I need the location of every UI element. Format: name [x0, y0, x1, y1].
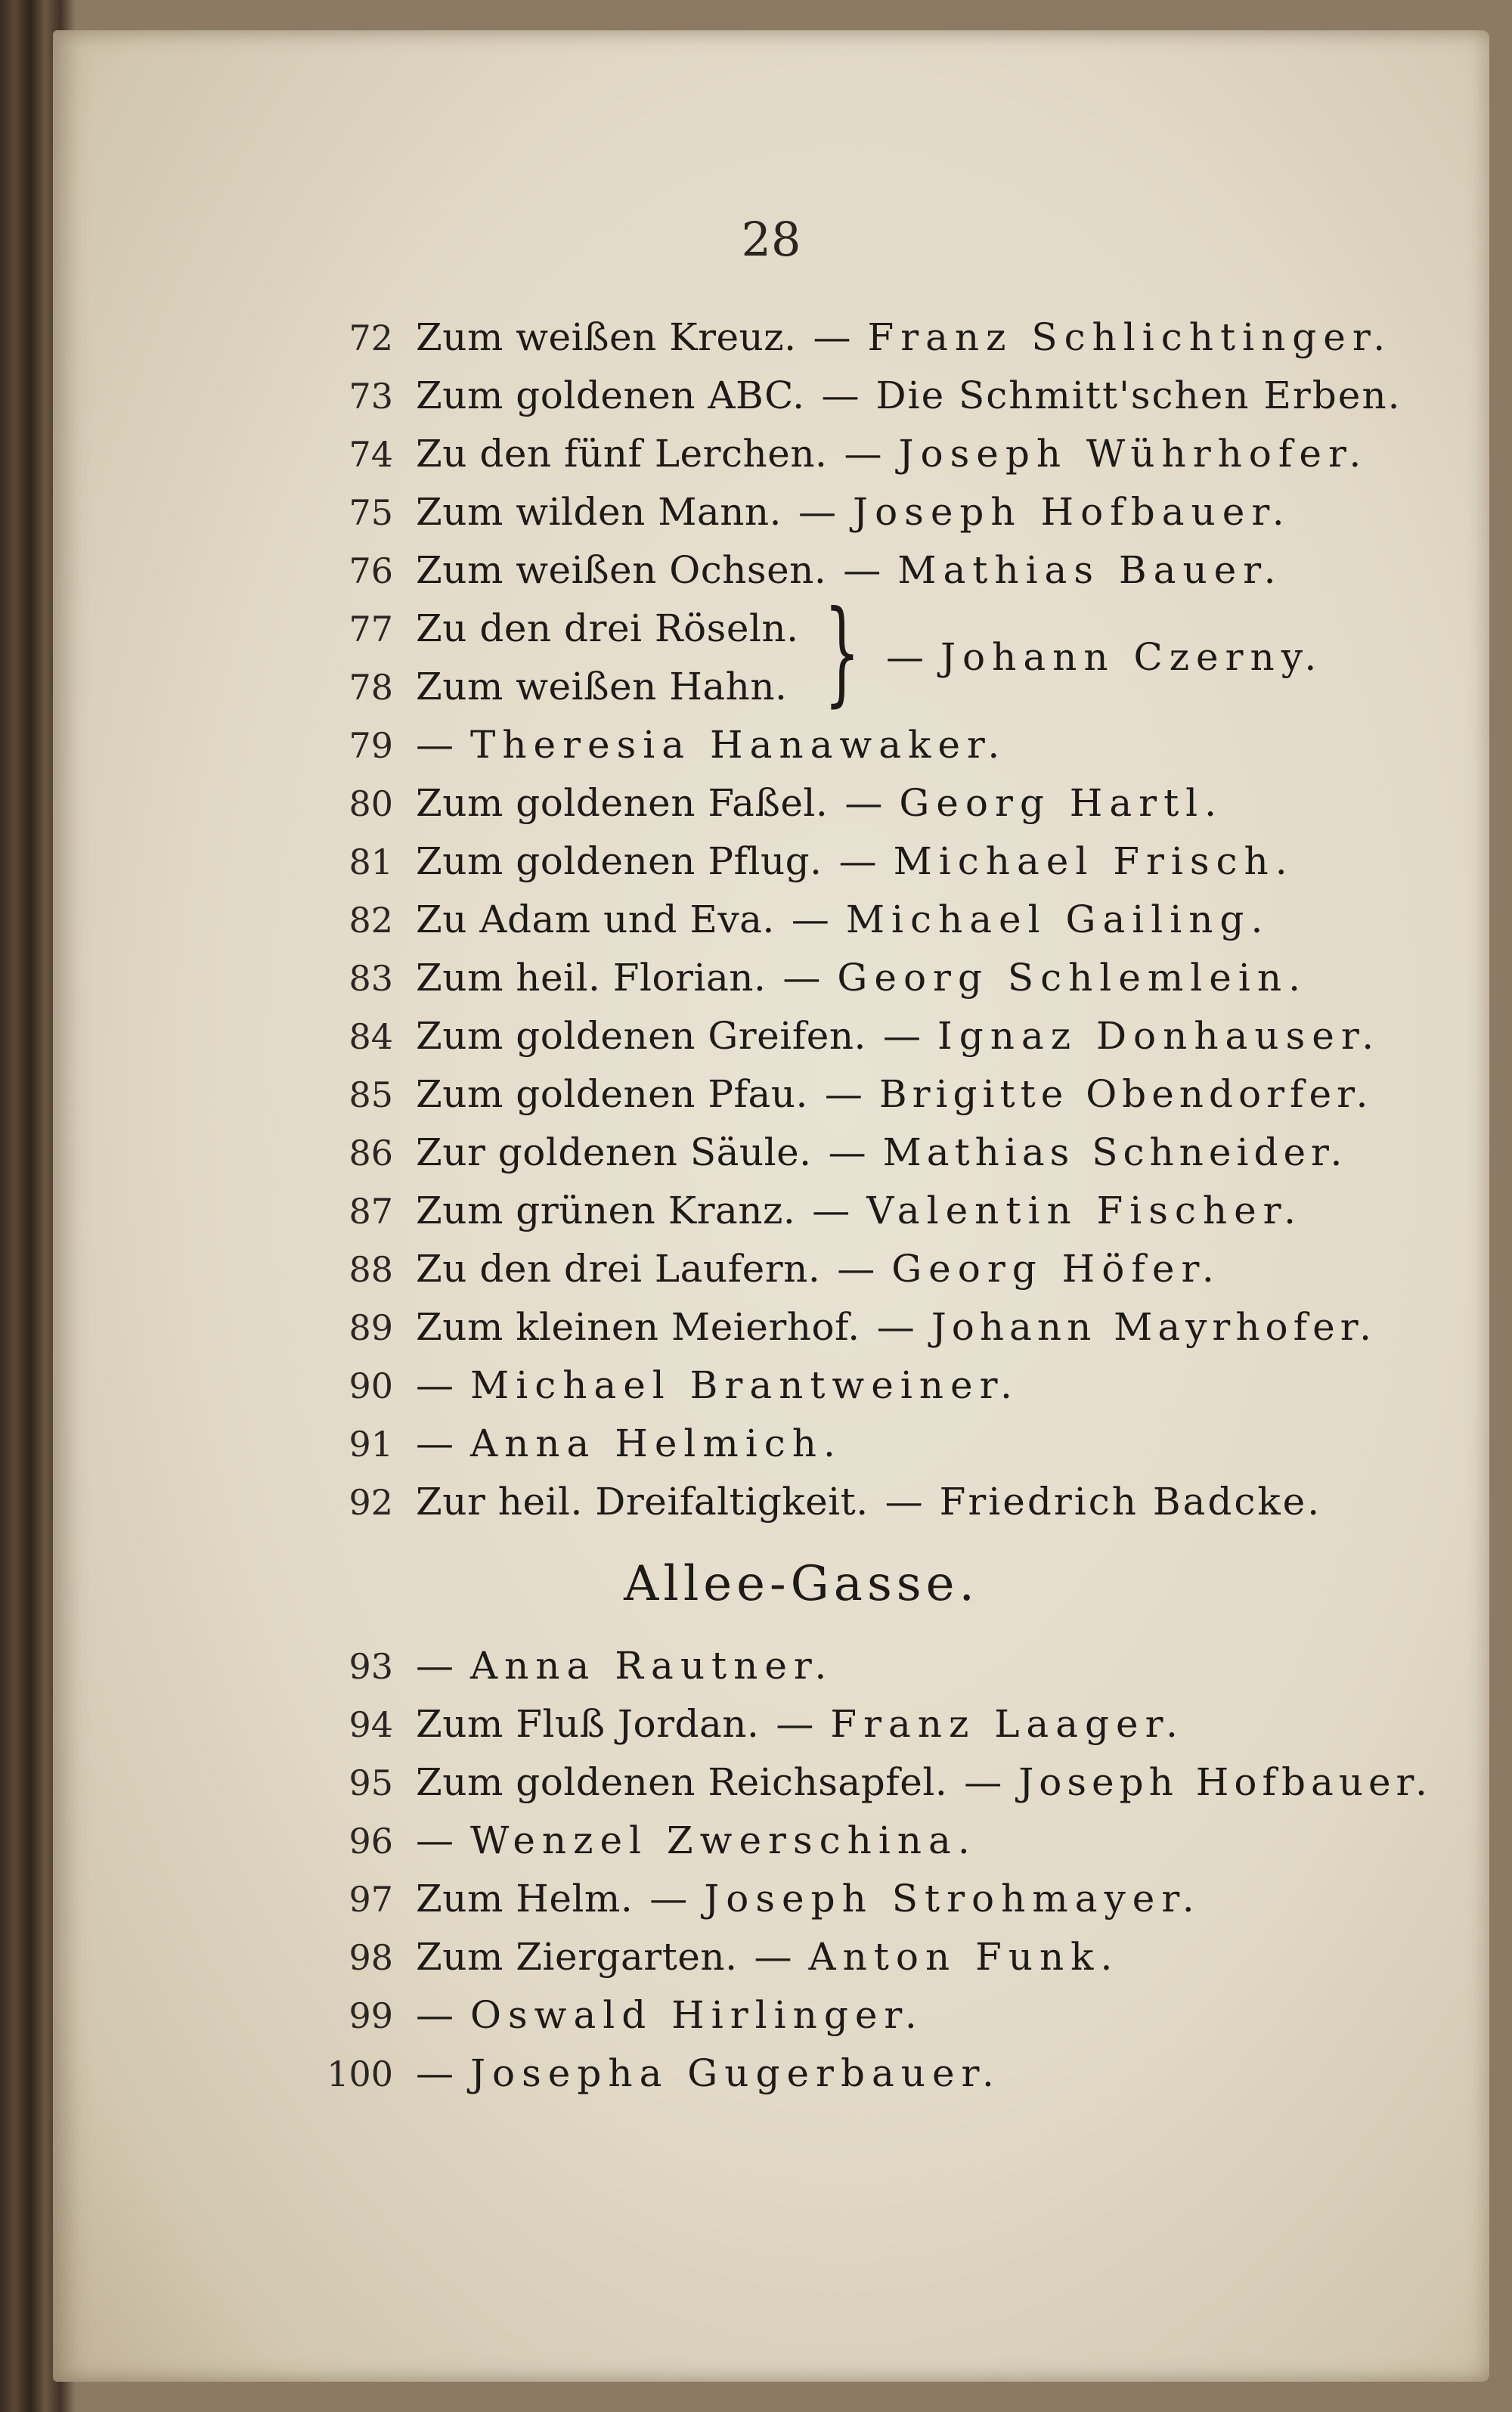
- brace-owner-line: [869, 628, 1323, 687]
- dash: —: [416, 2051, 454, 2095]
- list-item: [310, 1124, 1444, 1182]
- dash: —: [876, 1305, 915, 1349]
- house-sign: Zum goldenen ABC.: [416, 374, 805, 417]
- dash: —: [798, 490, 837, 534]
- house-sign: Zum Fluß Jordan.: [416, 1702, 760, 1746]
- dash: —: [782, 956, 821, 1000]
- list-item: [310, 1986, 1444, 2045]
- owner-name: Franz Schlichtinger.: [867, 315, 1393, 359]
- dash: —: [821, 374, 860, 417]
- owner-name: Mathias Bauer.: [897, 548, 1283, 592]
- house-number: 80: [349, 783, 393, 824]
- house-sign: Zu den fünf Lerchen.: [416, 432, 828, 476]
- owner-name: Anton Funk.: [808, 1935, 1120, 1979]
- list-item: [310, 1007, 1444, 1065]
- dash: —: [882, 1014, 921, 1058]
- house-list: [310, 308, 1444, 2103]
- dash: —: [416, 723, 454, 767]
- list-item: [310, 2045, 1444, 2103]
- dash: —: [844, 432, 882, 476]
- curly-brace: }: [824, 587, 860, 718]
- owner-name: Josepha Gugerbauer.: [470, 2051, 1001, 2095]
- dash: —: [837, 1247, 875, 1291]
- house-number: 91: [349, 1424, 393, 1465]
- owner-name: Georg Schlemlein.: [837, 956, 1307, 1000]
- house-number: 79: [349, 725, 393, 766]
- house-sign: Zum goldenen Reichsapfel.: [416, 1760, 948, 1804]
- house-number: 76: [349, 550, 393, 591]
- dash: —: [813, 315, 851, 359]
- house-sign: Zum kleinen Meierhof.: [416, 1305, 860, 1349]
- owner-name: Joseph Hofbauer.: [853, 490, 1291, 534]
- dash: —: [649, 1877, 688, 1921]
- list-item: [310, 1812, 1444, 1870]
- owner-name: Johann Mayrhofer.: [931, 1305, 1377, 1349]
- owner-name: Joseph Strohmayer.: [704, 1877, 1201, 1921]
- owner-name: Die Schmitt'schen Erben.: [875, 374, 1402, 417]
- house-number: 97: [349, 1879, 393, 1920]
- house-sign: Zum grünen Kranz.: [416, 1189, 796, 1232]
- house-list-part-3: [310, 1637, 1444, 2103]
- house-number: 72: [349, 318, 393, 358]
- owner-name: Georg Hartl.: [899, 781, 1224, 825]
- dash: —: [838, 839, 877, 883]
- dash: —: [754, 1935, 792, 1979]
- owner-name: Michael Frisch.: [893, 839, 1294, 883]
- house-number: 78: [349, 667, 393, 708]
- house-number: 81: [349, 842, 393, 882]
- list-item: [310, 308, 1444, 367]
- owner-name: Joseph Hofbauer.: [1018, 1760, 1433, 1804]
- house-number: 82: [349, 900, 393, 941]
- house-number: 74: [349, 434, 393, 475]
- house-sign: Zum wilden Mann.: [416, 490, 782, 534]
- page-number: 28: [741, 212, 801, 267]
- owner-name: Friedrich Badcke.: [939, 1480, 1322, 1524]
- house-number: 73: [349, 376, 393, 417]
- owner-name: Oswald Hirlinger.: [470, 1993, 924, 2037]
- house-sign: Zur heil. Dreifaltigkeit.: [416, 1480, 869, 1524]
- dash: —: [416, 1818, 454, 1862]
- list-item: [310, 425, 1444, 483]
- dash: —: [885, 1480, 923, 1524]
- dash: —: [416, 1363, 454, 1407]
- house-sign: Zu den drei Röseln.: [416, 606, 799, 650]
- owner-name: Johann Czerny.: [940, 635, 1324, 679]
- house-number: 86: [349, 1133, 393, 1173]
- house-sign: Zu Adam und Eva.: [416, 898, 775, 941]
- list-item: [310, 1753, 1444, 1812]
- house-sign: Zur goldenen Säule.: [416, 1130, 812, 1174]
- house-number: 93: [349, 1646, 393, 1687]
- house-sign: Zum Helm.: [416, 1877, 634, 1921]
- list-item: [310, 1928, 1444, 1986]
- owner-name: Valentin Fischer.: [866, 1189, 1303, 1232]
- owner-name: Brigitte Obendorfer.: [878, 1072, 1374, 1116]
- list-item: [310, 774, 1444, 832]
- house-sign: Zum goldenen Greifen.: [416, 1014, 866, 1058]
- house-number: 94: [349, 1704, 393, 1745]
- list-item: [310, 1415, 1444, 1473]
- list-item: [310, 1356, 1444, 1415]
- owner-name: Georg Höfer.: [891, 1247, 1221, 1291]
- house-sign: Zum goldenen Pflug.: [416, 839, 823, 883]
- house-number: 95: [349, 1762, 393, 1803]
- house-sign: Zum weißen Ochsen.: [416, 548, 827, 592]
- dash: —: [964, 1760, 1002, 1804]
- dash: —: [886, 635, 924, 679]
- owner-name: Anna Helmich.: [470, 1421, 842, 1465]
- list-item: [310, 1182, 1444, 1240]
- house-sign: Zum heil. Florian.: [416, 956, 767, 1000]
- dash: —: [843, 548, 881, 592]
- house-number: 89: [349, 1307, 393, 1348]
- owner-name: Mathias Schneider.: [882, 1130, 1348, 1174]
- list-item: [310, 1065, 1444, 1124]
- house-list-part-1: [310, 308, 1444, 600]
- list-item: [310, 1298, 1444, 1356]
- house-sign: Zum Ziergarten.: [416, 1935, 738, 1979]
- owner-name: Theresia Hanawaker.: [470, 723, 1007, 767]
- list-item: [310, 1240, 1444, 1298]
- list-item: [310, 367, 1444, 425]
- house-number: 87: [349, 1191, 393, 1232]
- book-page: [53, 30, 1489, 2382]
- list-item: [310, 832, 1444, 891]
- owner-name: Joseph Wührhofer.: [898, 432, 1368, 476]
- owner-name: Franz Laager.: [830, 1702, 1185, 1746]
- house-number: 98: [349, 1937, 393, 1978]
- list-item: [310, 1695, 1444, 1753]
- list-item: [310, 891, 1444, 949]
- owner-name: Michael Brantweiner.: [470, 1363, 1019, 1407]
- list-item: [310, 483, 1444, 541]
- dash: —: [791, 898, 829, 941]
- list-item: [310, 1637, 1444, 1695]
- owner-name: Ignaz Donhauser.: [937, 1014, 1381, 1058]
- dash: —: [824, 1072, 863, 1116]
- owner-name: Michael Gailing.: [845, 898, 1270, 941]
- house-number: 77: [349, 609, 393, 650]
- house-sign: Zum goldenen Faßel.: [416, 781, 829, 825]
- house-number: 84: [349, 1016, 393, 1057]
- house-sign: Zum goldenen Pfau.: [416, 1072, 808, 1116]
- house-sign: Zum weißen Kreuz.: [416, 315, 797, 359]
- street-heading: Allee-Gasse.: [624, 1556, 979, 1612]
- house-number: 99: [349, 1995, 393, 2036]
- house-sign: Zu den drei Laufern.: [416, 1247, 821, 1291]
- dash: —: [776, 1702, 814, 1746]
- house-number: 83: [349, 958, 393, 999]
- dash: —: [416, 1421, 454, 1465]
- house-number: 90: [349, 1366, 393, 1406]
- house-list-part-2: [310, 716, 1444, 1531]
- dash: —: [812, 1189, 850, 1232]
- house-number: 96: [349, 1821, 393, 1862]
- owner-name: Anna Rautner.: [470, 1644, 834, 1688]
- dash: —: [844, 781, 883, 825]
- brace-group: [310, 587, 1444, 718]
- house-number: 75: [349, 492, 393, 533]
- dash: —: [416, 1644, 454, 1688]
- house-sign: Zum weißen Hahn.: [416, 665, 788, 708]
- house-number: 92: [349, 1482, 393, 1523]
- list-item: [310, 949, 1444, 1007]
- list-item: [310, 541, 1444, 600]
- house-number: 100: [327, 2054, 393, 2094]
- house-number: 85: [349, 1074, 393, 1115]
- dash: —: [416, 1993, 454, 2037]
- list-item: [310, 716, 1444, 774]
- dash: —: [828, 1130, 866, 1174]
- owner-name: Wenzel Zwerschina.: [470, 1818, 977, 1862]
- list-item: [310, 1473, 1444, 1531]
- list-item: [310, 1870, 1444, 1928]
- house-number: 88: [349, 1249, 393, 1290]
